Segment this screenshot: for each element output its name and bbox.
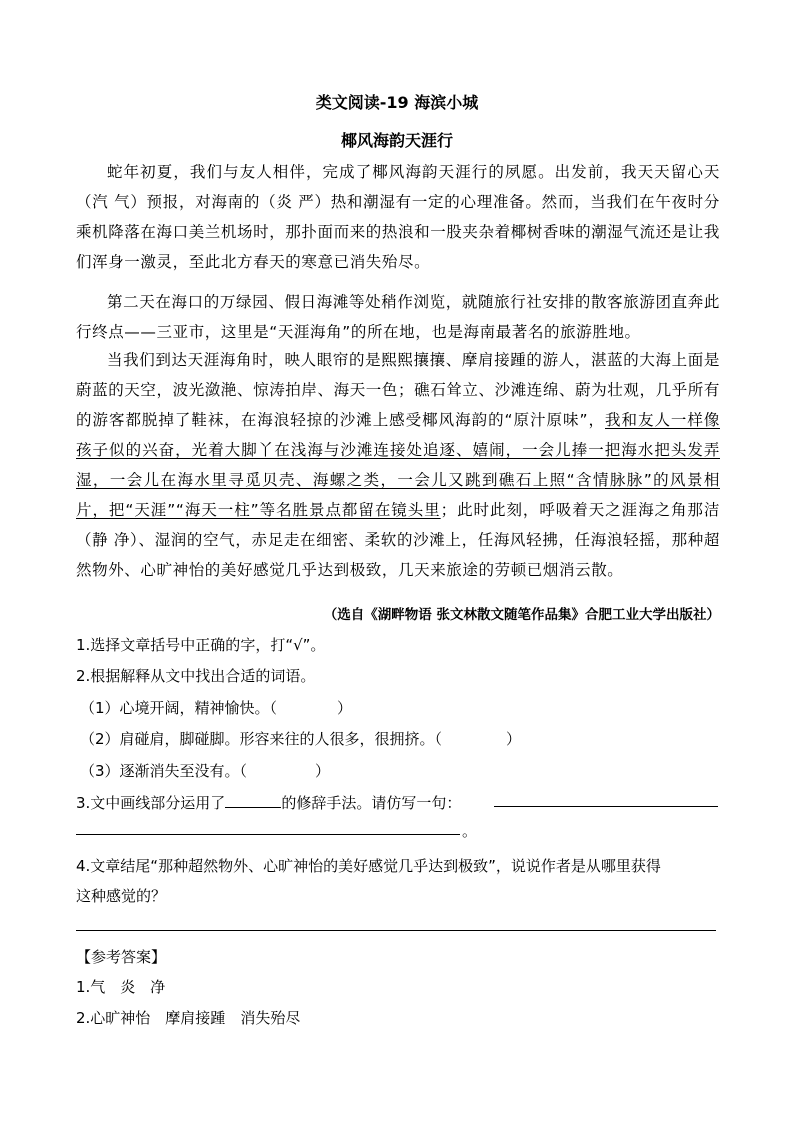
- answer-1: 1.气 炎 净: [76, 978, 166, 996]
- question-4-line-1: 4.文章结尾“那种超然物外、心旷神怡的美好感觉几乎达到极致”，说说作者是从哪里获得: [76, 857, 661, 875]
- paragraph-1: 蛇年初夏，我们与友人相伴，完成了椰风海韵天涯行的夙愿。出发前，我天天留心天（汽 气）预报，对海南的（炎 严）热和潮湿有一定的心理准备。然而，当我们在午夜时分乘机降落在海口美兰机场时，那扑面而来的热浪和一股夹杂着椰树香味的潮湿气流还是让我们浑身一激灵，至此北方春天的寒意已消失殆尽。: [76, 163, 721, 271]
- question-1: 1.选择文章括号中正确的字，打“√”。: [76, 636, 326, 654]
- question-2-item-3-text: （3）逐渐消失至没有。（: [80, 762, 248, 780]
- question-2-item-1: [80, 697, 352, 718]
- question-2-item-2: [80, 728, 521, 749]
- question-2-item-3: [80, 760, 330, 781]
- paragraph-2: 第二天在海口的万绿园、假日海滩等处稍作浏览，就随旅行社安排的散客旅游团直奔此行终点——三亚市，这里是“天涯海角”的所在地，也是海南最著名的旅游胜地。: [76, 293, 720, 341]
- question-3: [76, 791, 461, 813]
- question-4-line-2: 这种感觉的？: [76, 887, 167, 905]
- paragraph-3: [76, 345, 720, 585]
- imitation-answer-line-2[interactable]: [76, 834, 460, 835]
- source-citation: （选自《湖畔物语 张文林散文随笔作品集》合肥工业大学出版社）: [323, 607, 720, 623]
- answers-heading: 【参考答案】: [76, 948, 167, 966]
- question-3-text-a: 3.文中画线部分运用了: [76, 794, 226, 812]
- question-3-text-b: 的修辞手法。请仿写一句：: [281, 794, 462, 812]
- rhetoric-blank[interactable]: [225, 791, 281, 808]
- imitation-answer-line-1[interactable]: [494, 806, 718, 807]
- paragraph-3-part-3: ；此时此刻，呼吸着天之涯海之角那洁（静 净）、湿润的空气，赤足走在细密、柔软的沙滩上，任海风轻拂，任海浪轻摇，那种超然物外、心旷神怡的美好感觉几乎达到极致，几天来旅途的劳顿已烟消云散。: [76, 501, 720, 579]
- question-2-item-1-text: （1）心境开阔，精神愉快。（: [80, 699, 278, 717]
- close-paren: ）: [337, 699, 353, 717]
- paragraph-3-part-1: 当我们到达天涯海角时，映人眼帘的是熙熙攘攘、摩肩接踵的游人，湛蓝的大海上面是蔚蓝的天空，波光潋滟、惊涛拍岸、海天一色；礁石耸立、沙滩连绵、蔚为壮观，几乎所有的游客都脱掉了鞋袜，在海浪轻掠的沙滩上感受椰风海韵的“原汁原味”，: [76, 351, 721, 429]
- question-2: 2.根据解释从文中找出合适的词语。: [76, 667, 316, 685]
- article-title: 椰风海韵天涯行: [340, 131, 453, 150]
- answer-2: 2.心旷神怡 摩肩接踵 消失殆尽: [76, 1009, 301, 1027]
- document-title: 类文阅读-19 海滨小城: [315, 93, 479, 112]
- question-2-item-2-text: （2）肩碰肩，脚碰脚。形容来往的人很多，很拥挤。（: [80, 730, 443, 748]
- question-4-answer-line[interactable]: [76, 930, 716, 931]
- close-paren: ）: [506, 730, 522, 748]
- close-paren: ）: [315, 762, 331, 780]
- underlined-passage: 我和友人一样像孩子似的兴奋，光着大脚丫在浅海与沙滩连接处追逐、嬉闹，一会儿捧一把海水把头发弄湿，一会儿在海水里寻觅贝壳、海螺之类，一会儿又跳到礁石上照“含情脉脉”的风景相片，把“天涯”“海天一柱”等名胜景点都留在镜头里: [76, 411, 720, 519]
- question-3-end: 。: [462, 822, 478, 840]
